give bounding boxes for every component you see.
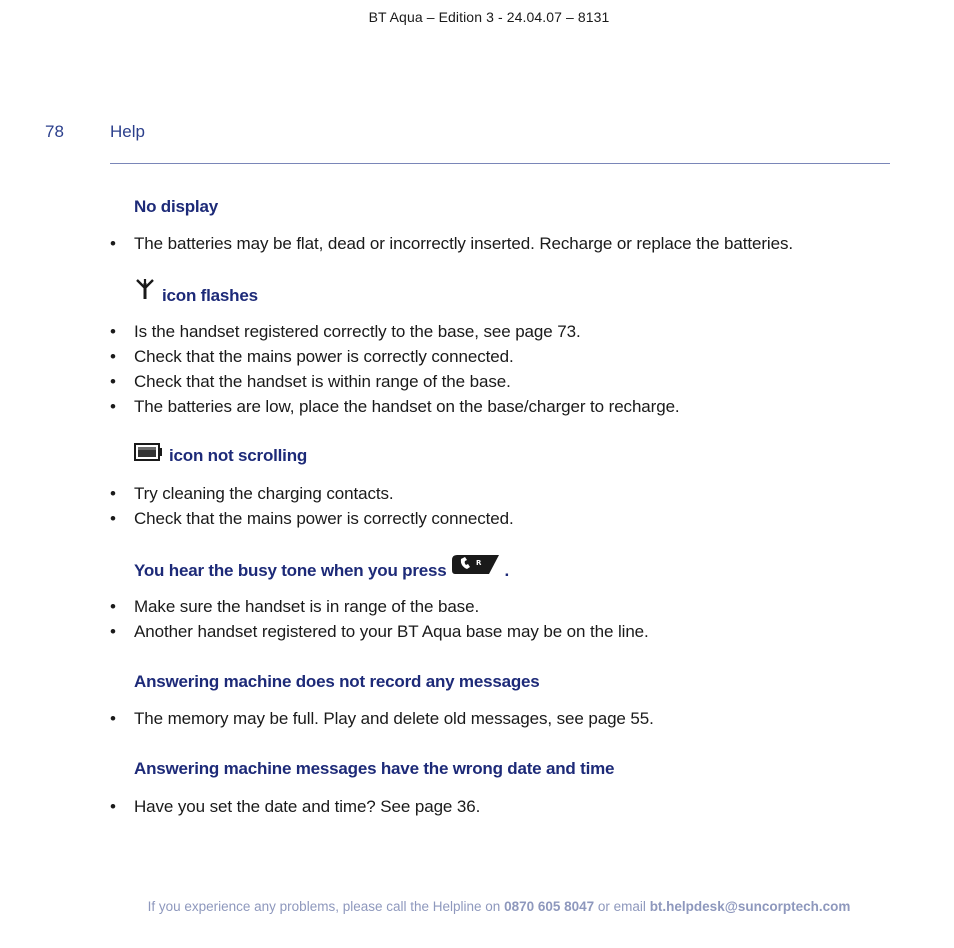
bullet-marker: • <box>110 322 116 341</box>
bullet-marker: • <box>110 797 116 816</box>
svg-text:R: R <box>475 559 481 567</box>
heading-text: Answering machine messages have the wrong date and time <box>134 759 615 778</box>
list-item-text: Check that the mains power is correctly connected. <box>134 347 514 366</box>
list-item <box>110 484 394 504</box>
heading-no-display <box>134 197 218 217</box>
footer-text: or email <box>594 899 650 914</box>
heading-answering-machine-wrong-date <box>134 759 614 779</box>
bullet-marker: • <box>110 709 116 728</box>
list-item <box>110 709 654 729</box>
heading-suffix: . <box>504 561 510 580</box>
bullet-marker: • <box>110 397 116 416</box>
list-item <box>110 234 793 254</box>
heading-text: icon not scrolling <box>169 446 308 465</box>
bullet-marker: • <box>110 372 116 391</box>
list-item <box>110 347 514 367</box>
bullet-marker: • <box>110 597 116 616</box>
heading-text: icon flashes <box>162 286 258 305</box>
list-item-text: Try cleaning the charging contacts. <box>134 484 394 503</box>
list-item-text: Another handset registered to your BT Aqua base may be on the line. <box>134 622 649 641</box>
heading-busy-tone <box>134 552 509 581</box>
list-item <box>110 397 680 417</box>
bullet-marker: • <box>110 234 116 253</box>
heading-text: Answering machine does not record any messages <box>134 672 540 691</box>
list-item <box>110 597 479 617</box>
bullet-marker: • <box>110 347 116 366</box>
list-item-text: Make sure the handset is in range of the base. <box>134 597 480 616</box>
heading-answering-machine-no-record <box>134 672 540 692</box>
list-item <box>110 322 581 342</box>
footer-text: If you experience any problems, please call the Helpline on <box>147 899 505 914</box>
bullet-marker: • <box>110 484 116 503</box>
helpline-phone: 0870 605 8047 <box>504 899 595 914</box>
document-edition-header: BT Aqua – Edition 3 - 24.04.07 – 8131 <box>368 9 610 25</box>
helpline-footer <box>0 899 954 914</box>
list-item <box>110 509 514 529</box>
list-item-text: Check that the handset is within range of the base. <box>134 372 511 391</box>
list-item <box>110 372 511 392</box>
list-item-text: Have you set the date and time? See page 36. <box>134 797 481 816</box>
list-item-text: Check that the mains power is correctly connected. <box>134 509 514 528</box>
heading-icon-not-scrolling <box>134 443 307 466</box>
header-divider <box>110 163 890 164</box>
antenna-signal-icon <box>134 277 156 306</box>
section-title: Help <box>110 122 145 141</box>
bullet-marker: • <box>110 509 116 528</box>
list-item-text: Is the handset registered correctly to the base, see page 73. <box>134 322 581 341</box>
list-item-text: The batteries are low, place the handset on the base/charger to recharge. <box>134 397 680 416</box>
heading-text: No display <box>134 197 218 216</box>
talk-key-icon <box>451 552 501 581</box>
page-number: 78 <box>45 122 64 141</box>
list-item <box>110 797 480 817</box>
list-item-text: The memory may be full. Play and delete old messages, see page 55. <box>134 709 654 728</box>
list-item <box>110 622 649 642</box>
heading-icon-flashes <box>134 277 258 306</box>
battery-icon <box>134 443 163 466</box>
list-item-text: The batteries may be flat, dead or incorrectly inserted. Recharge or replace the batteries. <box>134 234 793 253</box>
heading-text: You hear the busy tone when you press <box>134 561 447 580</box>
helpdesk-email: bt.helpdesk@suncorptech.com <box>649 899 851 914</box>
bullet-marker: • <box>110 622 116 641</box>
